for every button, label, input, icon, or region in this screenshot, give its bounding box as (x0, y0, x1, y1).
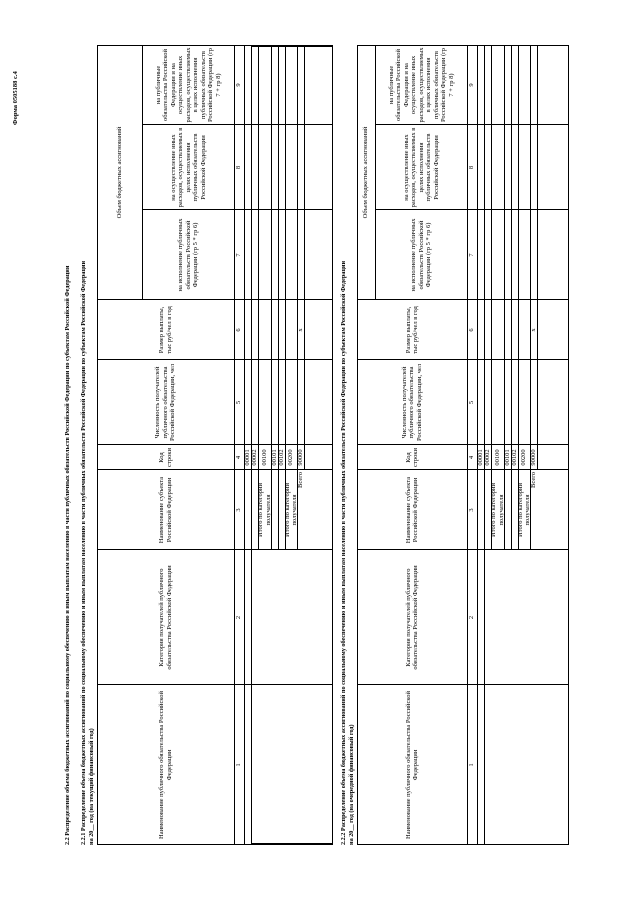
x-mark: x (296, 328, 304, 332)
section-title: 2.2 Распределение объема бюджетных ассигнований по социальному обеспечению и иным выплатам населению в части публичных обязательств Российской Федерации по субъектам Российской Федерации (64, 265, 71, 845)
form-number: Форма 0505188 с.4 (12, 71, 19, 125)
header-col7: на исполнение публичных обязательств Российской Федерации (гр 5 * гр 6) (177, 218, 200, 292)
header-col4: Код строки (158, 448, 173, 467)
row-code: 00102 (277, 449, 285, 466)
colnum-9: 9 (468, 83, 476, 87)
subtotal-label: Итого по категории получателя (283, 483, 298, 537)
subtotal-label: Итого по категории получателя (490, 483, 505, 537)
header-col4: Код строки (404, 448, 419, 467)
row-code: 00100 (493, 449, 501, 466)
header-group: Объем бюджетных ассигнований (115, 126, 123, 219)
table2-caption: 2.2.2 Распределение объема бюджетных ассигнований по социальному обеспечению и иным выплатам населению в части публичных обязательств Российской Федерации по субъектам Российской Федерации (340, 260, 347, 845)
header-col6: Размер выплаты, тыс руб/чел в год (404, 306, 419, 354)
table2-subcaption: на 20__ год (на очередной финансовый год) (348, 724, 355, 845)
colnum-8: 8 (468, 165, 476, 170)
colnum-5: 5 (468, 400, 476, 405)
row-code: 00002 (250, 449, 258, 466)
header-col5: Численность получателей публичного обязательства Российской Федерации, чел (154, 364, 177, 442)
colnum-5: 5 (235, 400, 243, 405)
colnum-3: 3 (468, 508, 476, 512)
colnum-7: 7 (468, 253, 476, 257)
colnum-6: 6 (235, 328, 243, 332)
subtotal-label: Итого по категории получателя (516, 483, 531, 537)
header-col9: на публичные обязательства Российской Федерации и на осуществление иных расходов, осуществляемых в целях исполнения публичных обязательств Российской Федерации (гр 7 + гр 8) (154, 47, 222, 123)
subtotal-label: Итого по категории получателя (257, 483, 272, 537)
colnum-4: 4 (235, 455, 243, 460)
row-code: 00001 (476, 449, 484, 466)
header-col2: Категория получателей публичного обязательства Российской Федерации (158, 565, 173, 670)
row-code: 00001 (243, 449, 251, 466)
total-label: Всего (530, 472, 537, 488)
table2 (357, 45, 569, 845)
table1 (97, 45, 333, 845)
header-col9: на публичные обязательства Российской Федерации и на осуществление иных расходов, осуществляемых в целях исполнения публичных обязательств Российской Федерации (гр 7 + гр 8) (387, 47, 455, 123)
colnum-2: 2 (235, 615, 243, 620)
colnum-4: 4 (468, 455, 476, 460)
colnum-2: 2 (468, 615, 476, 620)
row-code: 00100 (260, 449, 268, 466)
header-group: Объем бюджетных ассигнований (362, 126, 370, 219)
row-code: 00101 (503, 449, 511, 466)
colnum-9: 9 (235, 83, 243, 87)
header-col2: Категория получателей публичного обязательства Российской Федерации (404, 565, 419, 670)
colnum-6: 6 (468, 328, 476, 332)
header-col5: Численность получателей публичного обязательства Российской Федерации, чел (400, 364, 423, 442)
colnum-3: 3 (235, 508, 243, 512)
header-col8: на осуществление иных расходов, осуществляемых в целях исполнения публичных обязательств Российской Федерации (402, 127, 440, 208)
total-label: Всего (297, 472, 304, 488)
header-col3: Наименование субъекта Российской Федерации (158, 476, 173, 544)
table1-caption: 2.2.1 Распределение объема бюджетных ассигнований по социальному обеспечению и иным выплатам населению в части публичных обязательств Российской Федерации по субъектам Российской Федерации (80, 260, 87, 845)
header-col1: Наименование публичного обязательства Российской Федерации (404, 691, 419, 839)
colnum-8: 8 (235, 165, 243, 170)
header-col3: Наименование субъекта Российской Федерации (404, 476, 419, 544)
colnum-1: 1 (235, 763, 243, 767)
header-col7: на исполнение публичных обязательств Российской Федерации (гр 5 * гр 6) (410, 218, 433, 292)
header-col6: Размер выплаты, тыс руб/чел в год (158, 306, 173, 354)
row-code: 00002 (483, 449, 491, 466)
header-col1: Наименование публичного обязательства Российской Федерации (158, 691, 173, 839)
table1-subcaption: на 20__ год (на текущий финансовый год) (88, 728, 95, 845)
row-code: 00102 (510, 449, 518, 466)
row-code: 90000 (296, 449, 304, 466)
x-mark: x (529, 328, 537, 332)
row-code: 90000 (529, 449, 537, 466)
colnum-7: 7 (235, 253, 243, 257)
row-code: 00200 (520, 449, 528, 466)
row-code: 00200 (287, 449, 295, 466)
row-code: 00101 (270, 449, 278, 466)
header-col8: на осуществление иных расходов, осуществляемых в целях исполнения публичных обязательств Российской Федерации (169, 127, 207, 208)
colnum-1: 1 (468, 763, 476, 767)
